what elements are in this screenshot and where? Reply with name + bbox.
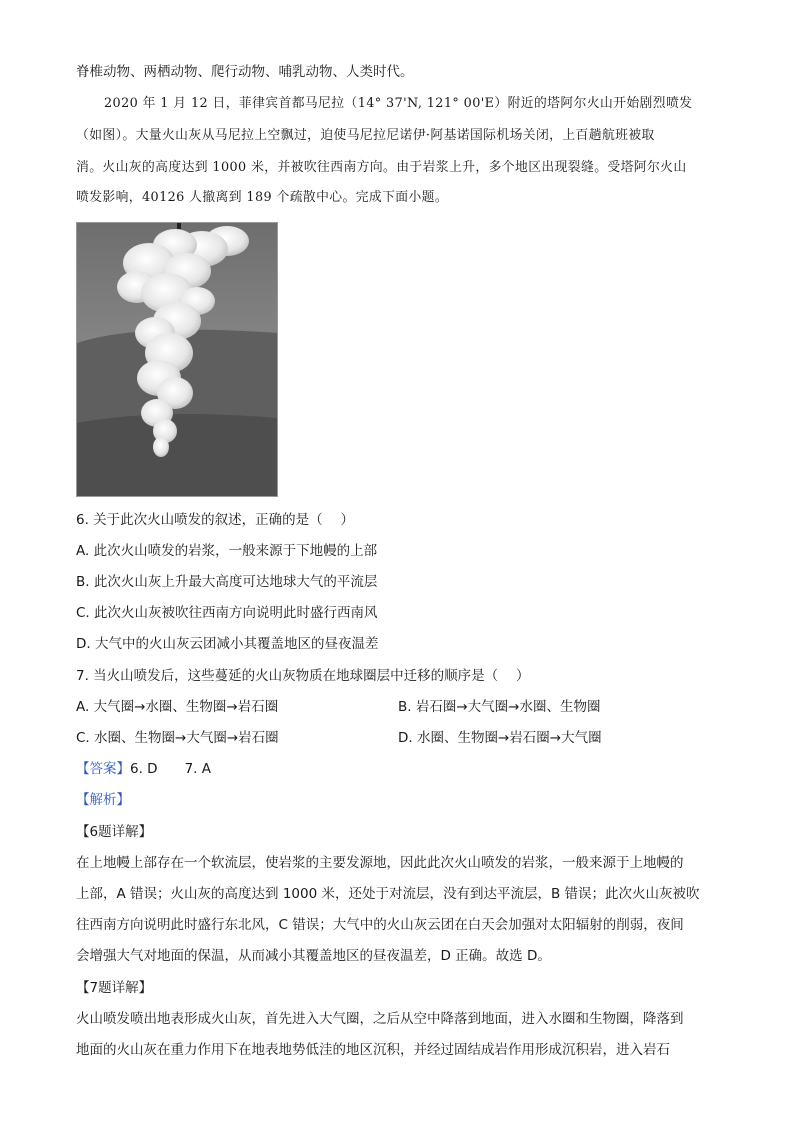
- q7-detail-line-1: 火山喷发喷出地表形成火山灰，首先进入大气圈，之后从空中降落到地面，进入水圈和生物圈，降落到: [76, 1011, 684, 1027]
- q6-option-d: D. 大气中的火山灰云团减小其覆盖地区的昼夜温差: [76, 636, 379, 652]
- q6-detail-line-2: 上部，A 错误；火山灰的高度达到 1000 米，还处于对流层，没有到达平流层，B 错误；此次火山灰被吹: [76, 886, 700, 902]
- q7-stem: 7. 当火山喷发后，这些蔓延的火山灰物质在地球圈层中迁移的顺序是（ ）: [76, 668, 530, 684]
- q6-detail-line-1: 在上地幔上部存在一个软流层，使岩浆的主要发源地，因此此次火山喷发的岩浆，一般来源于上地幔的: [76, 855, 684, 871]
- answer-row: [76, 759, 211, 779]
- q7-option-b: B. 岩石圈→大气圈→水圈、生物圈: [398, 699, 601, 715]
- analysis-label: 【解析】: [76, 792, 130, 808]
- q6-stem: 6. 关于此次火山喷发的叙述，正确的是（ ）: [76, 512, 354, 528]
- passage-line-4: 喷发影响，40126 人撤离到 189 个疏散中心。完成下面小题。: [76, 190, 449, 205]
- q7-detail-label: 【7题详解】: [76, 980, 153, 996]
- passage-line-1: 2020 年 1 月 12 日，菲律宾首都马尼拉（14° 37'N, 121° 00'E）附近的塔阿尔火山开始剧烈喷发: [104, 96, 693, 111]
- passage-line-3: 消。火山灰的高度达到 1000 米，并被吹往西南方向。由于岩浆上升，多个地区出现裂缝。受塔阿尔火山: [76, 160, 687, 175]
- q6-detail-line-3: 往西南方向说明此时盛行东北风，C 错误；大气中的火山灰云团在白天会加强对太阳辐射的削弱，夜间: [76, 917, 684, 933]
- q7-option-a: A. 大气圈→水圈、生物圈→岩石圈: [76, 699, 279, 715]
- q6-detail-label: 【6题详解】: [76, 824, 153, 840]
- intro-line: 脊椎动物、两栖动物、爬行动物、哺乳动物、人类时代。: [76, 64, 414, 80]
- q6-option-b: B. 此次火山灰上升最大高度可达地球大气的平流层: [76, 574, 378, 590]
- q7-detail-line-2: 地面的火山灰在重力作用下在地表地势低洼的地区沉积，并经过固结成岩作用形成沉积岩，进入岩石: [76, 1042, 670, 1058]
- q7-option-d: D. 水圈、生物圈→岩石圈→大气圈: [398, 730, 602, 746]
- q6-option-a: A. 此次火山喷发的岩浆，一般来源于下地幔的上部: [76, 543, 378, 559]
- answer-label: 【答案】: [76, 761, 130, 777]
- q7-option-c: C. 水圈、生物圈→大气圈→岩石圈: [76, 730, 279, 746]
- volcano-eruption-photo: [76, 222, 278, 497]
- q6-detail-line-4: 会增强大气对地面的保温，从而减小其覆盖地区的昼夜温差，D 正确。故选 D。: [76, 948, 551, 964]
- passage-line-2: （如图）。大量火山灰从马尼拉上空飘过，迫使马尼拉尼诺伊·阿基诺国际机场关闭，上百趟航班被取: [76, 128, 655, 143]
- answer-value: 6. D 7. A: [130, 761, 211, 777]
- q6-option-c: C. 此次火山灰被吹往西南方向说明此时盛行西南风: [76, 605, 378, 621]
